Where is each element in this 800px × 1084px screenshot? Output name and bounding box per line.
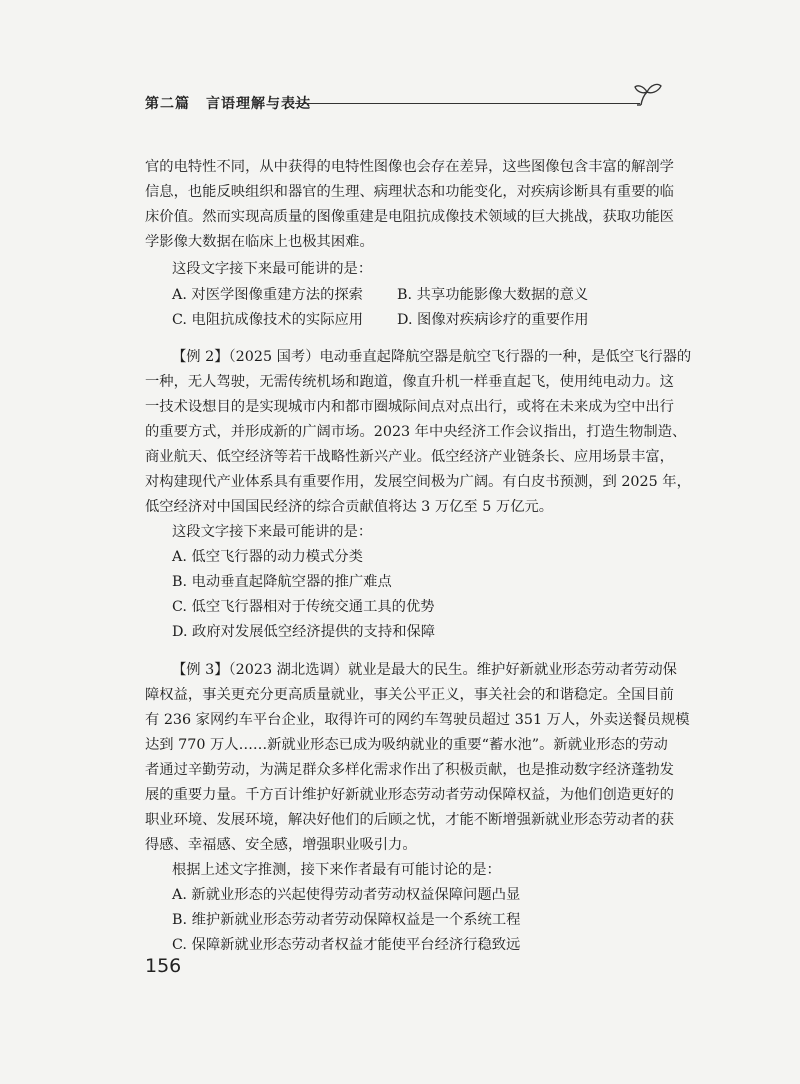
header-part: 第二篇 [145, 96, 190, 112]
paragraph-line: 者通过辛勤劳动，为满足群众多样化需求作出了积极贡献，也是推动数字经济蓬勃发 [145, 762, 674, 778]
sprout-icon [633, 81, 663, 107]
paragraph-line: 障权益，事关更充分更高质量就业，事关公平正义，事关社会的和谐稳定。全国目前 [145, 687, 674, 703]
option-a: A. 对医学图像重建方法的探索 [172, 287, 363, 303]
header-title: 言语理解与表达 [206, 96, 311, 112]
paragraph-line: 床价值。然而实现高质量的图像重建是电阻抗成像技术领域的巨大挑战，获取功能医 [145, 209, 674, 225]
page-number: 156 [145, 955, 182, 977]
option-c: C. 保障新就业形态劳动者权益才能使平台经济行稳致远 [172, 937, 521, 953]
option-b: B. 共享功能影像大数据的意义 [397, 287, 589, 303]
paragraph-line: 展的重要力量。千方百计维护好新就业形态劳动者劳动保障权益，为他们创造更好的 [145, 787, 674, 803]
header-rule [295, 103, 640, 104]
question-prompt: 这段文字接下来最可能讲的是： [172, 524, 373, 540]
paragraph-line: 得感、幸福感、安全感，增强职业吸引力。 [145, 837, 417, 853]
paragraph-line: 达到 770 万人……新就业形态已成为吸纳就业的重要“蓄水池”。新就业形态的劳动 [145, 737, 668, 753]
option-a: A. 新就业形态的兴起使得劳动者劳动权益保障问题凸显 [172, 887, 521, 903]
paragraph-line: 官的电特性不同，从中获得的电特性图像也会存在差异，这些图像包含丰富的解剖学 [145, 159, 674, 175]
option-b: B. 维护新就业形态劳动者劳动保障权益是一个系统工程 [172, 912, 521, 928]
option-d: D. 图像对疾病诊疗的重要作用 [397, 312, 589, 328]
option-c: C. 电阻抗成像技术的实际应用 [172, 312, 364, 328]
option-a: A. 低空飞行器的动力模式分类 [172, 549, 363, 565]
paragraph-line: 对构建现代产业体系具有重要作用，发展空间极为广阔。有白皮书预测，到 2025 年， [145, 474, 691, 490]
option-c: C. 低空飞行器相对于传统交通工具的优势 [172, 599, 435, 615]
paragraph-line: 低空经济对中国国民经济的综合贡献值将达 3 万亿至 5 万亿元。 [145, 499, 554, 515]
paragraph-line: 有 236 家网约车平台企业，取得许可的网约车驾驶员超过 351 万人，外卖送餐员规模 [145, 712, 690, 728]
question-prompt: 根据上述文字推测，接下来作者最有可能讨论的是： [172, 862, 501, 878]
paragraph-line: 职业环境、发展环境，解决好他们的后顾之忧，才能不断增强新就业形态劳动者的获 [145, 812, 674, 828]
paragraph-line: 一技术设想目的是实现城市内和都市圈城际间点对点出行，或将在未来成为空中出行 [145, 399, 674, 415]
question-prompt: 这段文字接下来最可能讲的是： [172, 261, 373, 277]
example-3-heading-line: 【例 3】（2023 湖北选调）就业是最大的民生。维护好新就业形态劳动者劳动保 [172, 662, 677, 678]
example-2-heading-line: 【例 2】（2025 国考）电动垂直起降航空器是航空飞行器的一种，是低空飞行器的 [172, 349, 692, 365]
paragraph-line: 学影像大数据在临床上也极其困难。 [145, 234, 374, 250]
paragraph-line: 商业航天、低空经济等若干战略性新兴产业。低空经济产业链条长、应用场景丰富， [145, 449, 674, 465]
paragraph-line: 的重要方式，并形成新的广阔市场。2023 年中央经济工作会议指出，打造生物制造、 [145, 424, 687, 440]
running-header [145, 93, 665, 117]
paragraph-line: 一种，无人驾驶，无需传统机场和跑道，像直升机一样垂直起飞，使用纯电动力。这 [145, 374, 674, 390]
option-b: B. 电动垂直起降航空器的推广难点 [172, 574, 392, 590]
option-d: D. 政府对发展低空经济提供的支持和保障 [172, 624, 436, 640]
paragraph-line: 信息，也能反映组织和器官的生理、病理状态和功能变化，对疾病诊断具有重要的临 [145, 184, 674, 200]
